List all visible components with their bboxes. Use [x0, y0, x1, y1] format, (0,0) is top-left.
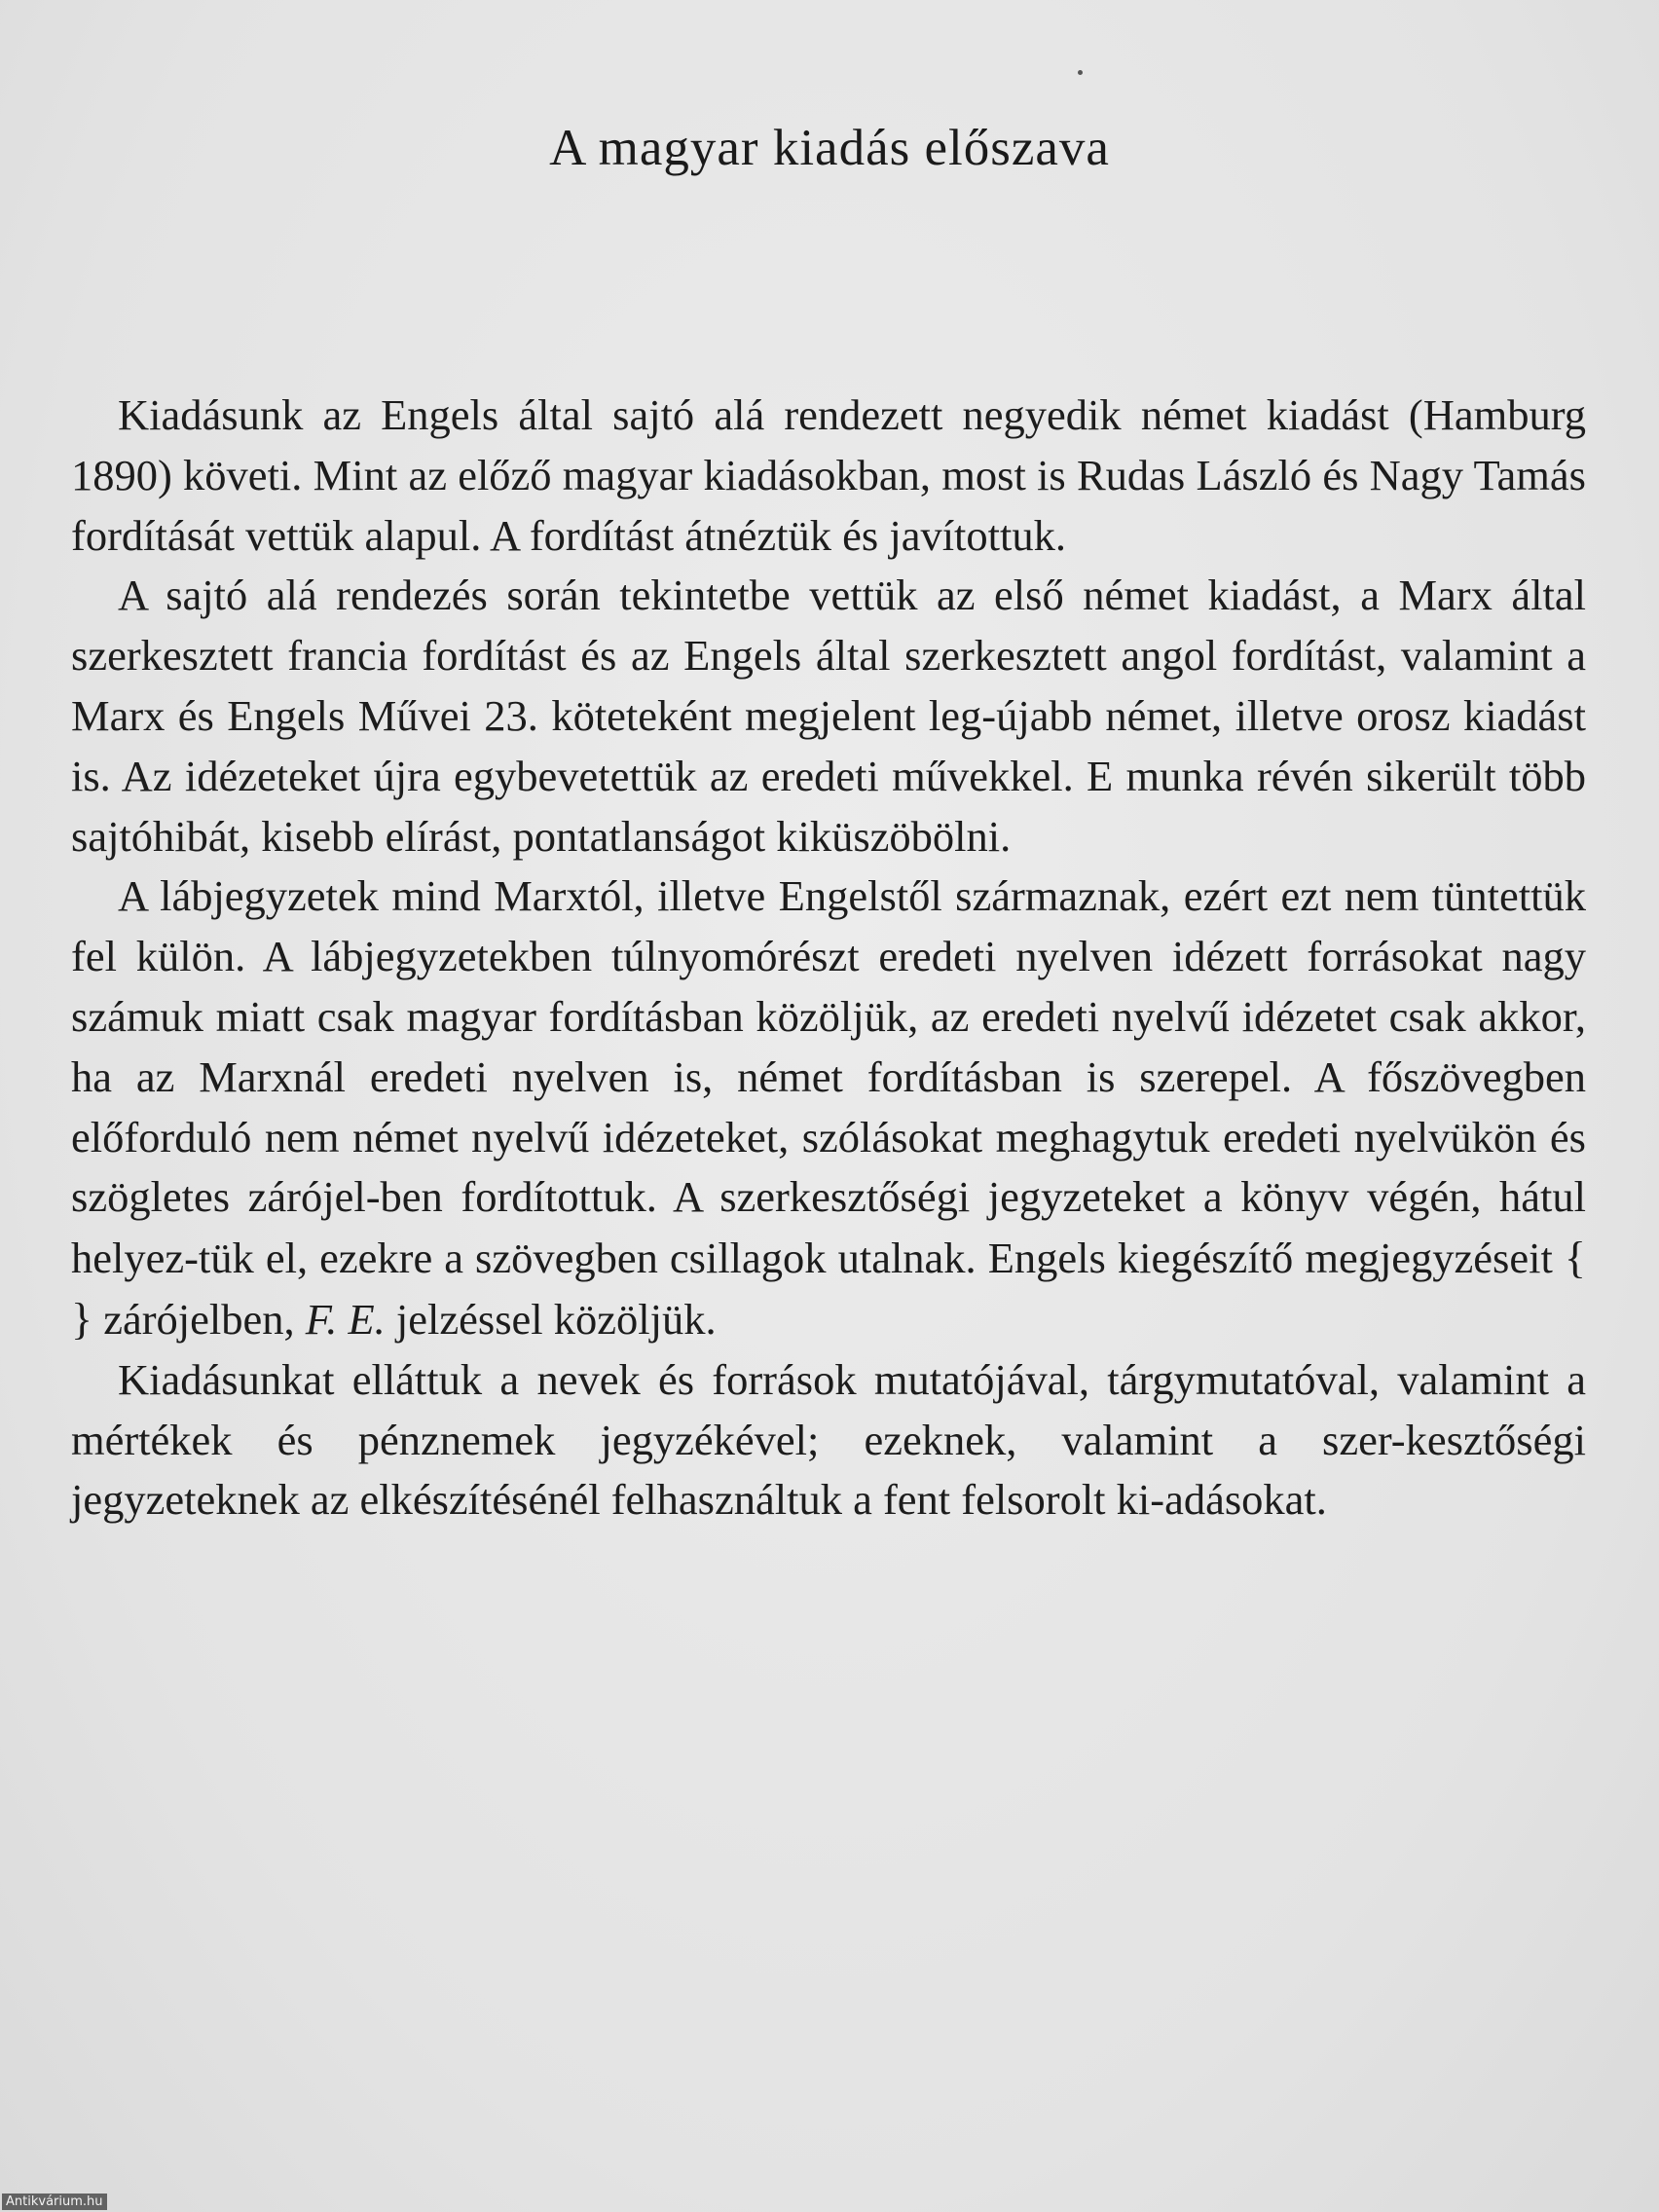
foreword-body [71, 386, 1586, 1530]
brace-line-text-after: jelzéssel közöljük. [385, 1294, 717, 1344]
paragraph-4: Kiadásunkat elláttuk a nevek és források mutatójával, tárgymutatóval, valamint a mértékek és pénznemek jegyzékével; ezeknek, valamint a szer-kesztőségi jegyzeteknek az elkészítésénél felhasználtuk a fent felsorolt ki-adásokat. [71, 1354, 1586, 1525]
fe-abbreviation: F. E. [305, 1294, 386, 1344]
watermark-label: Antikvárium.hu [2, 2194, 107, 2210]
page-title: A magyar kiadás előszava [549, 120, 1110, 176]
paragraph-3 [71, 866, 1586, 1349]
paragraph-1: Kiadásunk az Engels által sajtó alá rendezett negyedik német kiadást (Hamburg 1890) követi. Mint az előző magyar kiadásokban, most is Rudas László és Nagy Tamás fordítását vettük alapul. A fordítást átnéztük és javítottuk. [71, 390, 1586, 560]
ink-speck [1078, 70, 1083, 75]
brace-line-text-before: zárójelben, [92, 1294, 306, 1344]
paragraph-2: A sajtó alá rendezés során tekintetbe vettük az első német kiadást, a Marx által szerkesztett francia fordítást és az Engels által szerkesztett angol fordítást, valamint a Marx és Engels Művei 23. köteteként megjelent leg-újabb német, illetve orosz kiadást is. Az idézeteket újra egybevetettük az eredeti művekkel. E munka révén sikerült több sajtóhibát, kisebb elírást, pontatlanságot kiküszöbölni. [71, 571, 1586, 861]
paragraph-3-text: A lábjegyzetek mind Marxtól, illetve Engelstől származnak, ezért ezt nem tüntettük fel külön. A lábjegyzetekben túlnyomórészt eredeti nyelven idézett forrásokat nagy számuk miatt csak magyar fordításban közöljük, az eredeti nyelvű idézetet csak akkor, ha az Marxnál eredeti nyelven is, német fordításban is szerepel. A főszövegben előforduló nem német nyelvű idézeteket, szólásokat meghagytuk eredeti nyelvükön és szögletes zárójel-ben fordítottuk. A szerkesztőségi jegyzeteket a könyv végén, hátul helyez-tük el, ezekre a szövegben csillagok utalnak. Engels kiegészítő megjegyzéseit [71, 871, 1586, 1283]
curly-brace-symbol: { } [71, 1233, 1586, 1344]
